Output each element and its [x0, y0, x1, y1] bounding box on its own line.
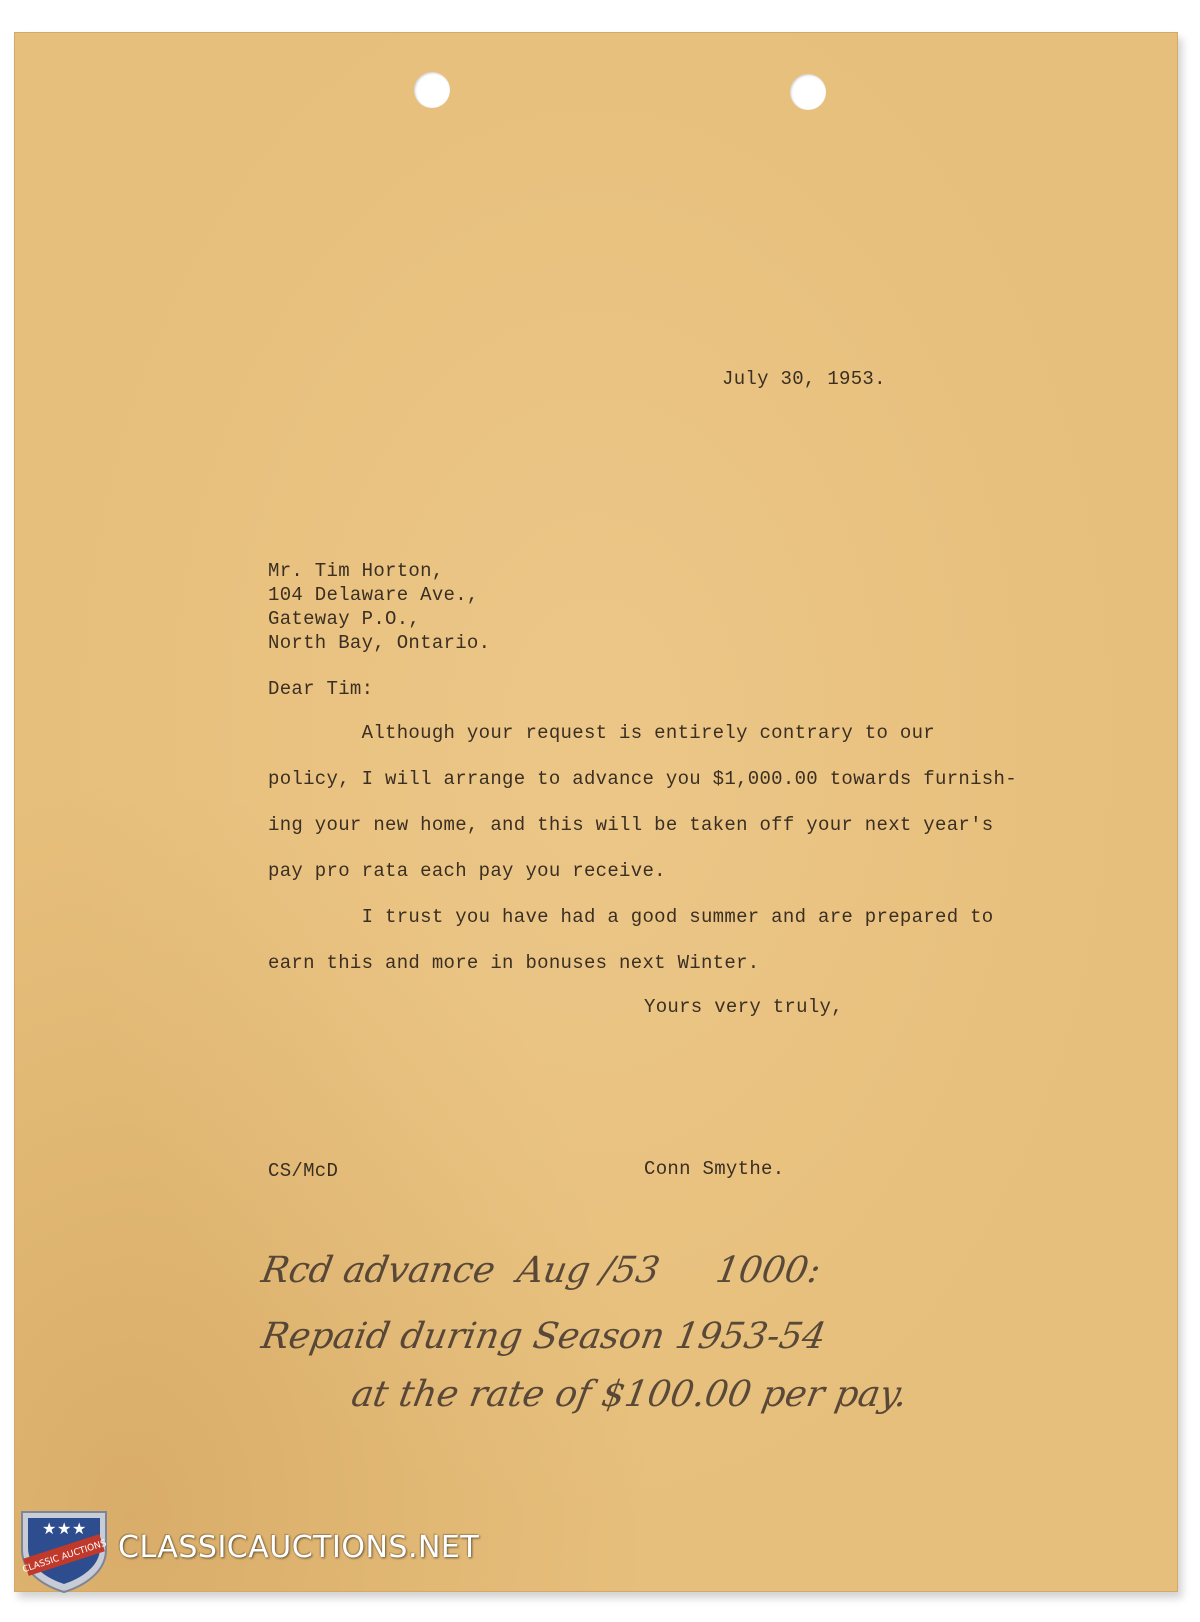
signatory-name: Conn Smythe. [644, 1158, 785, 1180]
svg-text:★: ★ [72, 1519, 87, 1538]
handwritten-note: Rcd advance Aug /53 1000: [258, 1250, 824, 1291]
body-line: Although your request is entirely contrary to our [268, 722, 936, 744]
body-line: earn this and more in bonuses next Winter. [268, 952, 760, 974]
punch-hole [790, 74, 826, 110]
salutation: Dear Tim: [268, 678, 374, 700]
handwritten-note: Repaid during Season 1953-54 [258, 1316, 829, 1357]
body-line: policy, I will arrange to advance you $1,000.00 towards furnish- [268, 768, 1017, 790]
handwritten-note: at the rate of $100.00 per pay. [348, 1374, 911, 1415]
body-line: pay pro rata each pay you receive. [268, 860, 666, 882]
svg-text:★: ★ [57, 1519, 72, 1538]
logo-text: CLASSIC AUCTIONS [21, 1538, 108, 1576]
address-line: Gateway P.O., [268, 608, 421, 630]
website-watermark: CLASSICAUCTIONS.NET [118, 1530, 480, 1565]
body-line: ing your new home, and this will be taken off your next year's [268, 814, 994, 836]
address-line: Mr. Tim Horton, [268, 560, 444, 582]
letter-sheet [14, 32, 1178, 1592]
address-line: North Bay, Ontario. [268, 632, 491, 654]
letter-date: July 30, 1953. [722, 368, 886, 390]
svg-text:★: ★ [42, 1519, 57, 1538]
closing: Yours very truly, [644, 996, 843, 1018]
typist-initials: CS/McD [268, 1160, 339, 1182]
classic-auctions-logo [14, 1498, 114, 1594]
body-line: I trust you have had a good summer and are prepared to [268, 906, 994, 928]
punch-hole [414, 72, 450, 108]
address-line: 104 Delaware Ave., [268, 584, 479, 606]
